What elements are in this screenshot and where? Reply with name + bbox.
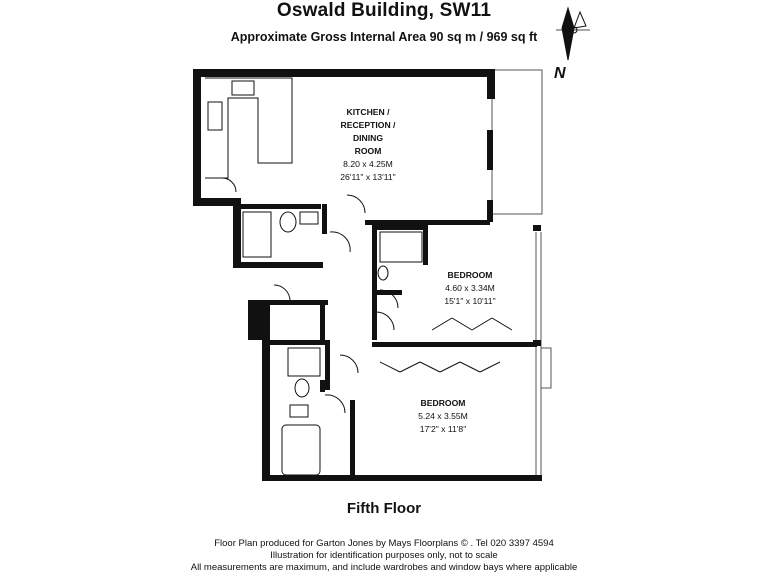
shower bbox=[243, 212, 271, 257]
bedroom-2-name: BEDROOM bbox=[420, 398, 466, 408]
kitchen-name-2: RECEPTION / bbox=[340, 120, 396, 130]
kitchen-name-3: DINING bbox=[352, 133, 384, 143]
door-swing bbox=[325, 395, 345, 413]
balcony bbox=[492, 70, 542, 214]
toilet-1 bbox=[280, 212, 296, 232]
hall-cupboard bbox=[288, 348, 320, 376]
door-swing bbox=[274, 285, 290, 301]
door-swing bbox=[347, 195, 365, 213]
room-label-bedroom-2 bbox=[393, 397, 493, 436]
wardrobe bbox=[432, 318, 512, 330]
footer-measurements-note: All measurements are maximum, and include wardrobes and window bays where applicable bbox=[190, 562, 578, 573]
kitchen-metric: 8.20 x 4.25M bbox=[343, 159, 393, 169]
window-bay bbox=[541, 348, 551, 388]
kitchen-imperial: 26'11" x 13'11" bbox=[340, 172, 396, 182]
door-swing bbox=[376, 312, 394, 330]
bedroom-1-imperial: 15'1" x 10'11" bbox=[444, 296, 496, 306]
sink bbox=[208, 102, 222, 130]
kitchen-name-4: ROOM bbox=[354, 146, 382, 156]
room-label-kitchen bbox=[318, 106, 418, 184]
kitchen-counter bbox=[205, 78, 292, 178]
toilet-3 bbox=[295, 379, 309, 397]
basin-1 bbox=[300, 212, 318, 224]
gross-internal-area: Approximate Gross Internal Area 90 sq m / 969 sq ft bbox=[230, 30, 538, 44]
door-swing bbox=[330, 232, 350, 252]
footer-disclaimer: Illustration for identification purposes only, not to scale bbox=[270, 550, 498, 561]
bedroom-2-imperial: 17'2" x 11'8" bbox=[419, 424, 467, 434]
bedroom-1-name: BEDROOM bbox=[447, 270, 493, 280]
bedroom-1-metric: 4.60 x 3.34M bbox=[445, 283, 495, 293]
door-swing bbox=[340, 355, 358, 373]
footer-credit: Floor Plan produced for Garton Jones by Mays Floorplans © . Tel 020 3397 4594 bbox=[214, 538, 554, 549]
wardrobe bbox=[380, 362, 500, 372]
door-swing bbox=[222, 178, 236, 192]
property-title: Oswald Building, SW11 bbox=[276, 0, 492, 21]
kitchen-name-1: KITCHEN / bbox=[346, 107, 390, 117]
north-arrow bbox=[556, 8, 590, 60]
basin-3 bbox=[290, 405, 308, 417]
bedroom-2-metric: 5.24 x 3.55M bbox=[418, 411, 468, 421]
bath bbox=[282, 425, 320, 475]
compass-north-label: N bbox=[554, 65, 566, 82]
floor-label: Fifth Floor bbox=[346, 500, 422, 517]
room-label-bedroom-1 bbox=[420, 269, 520, 308]
ensuite-shower bbox=[380, 232, 422, 262]
toilet-2 bbox=[378, 266, 388, 280]
hob bbox=[232, 81, 254, 95]
